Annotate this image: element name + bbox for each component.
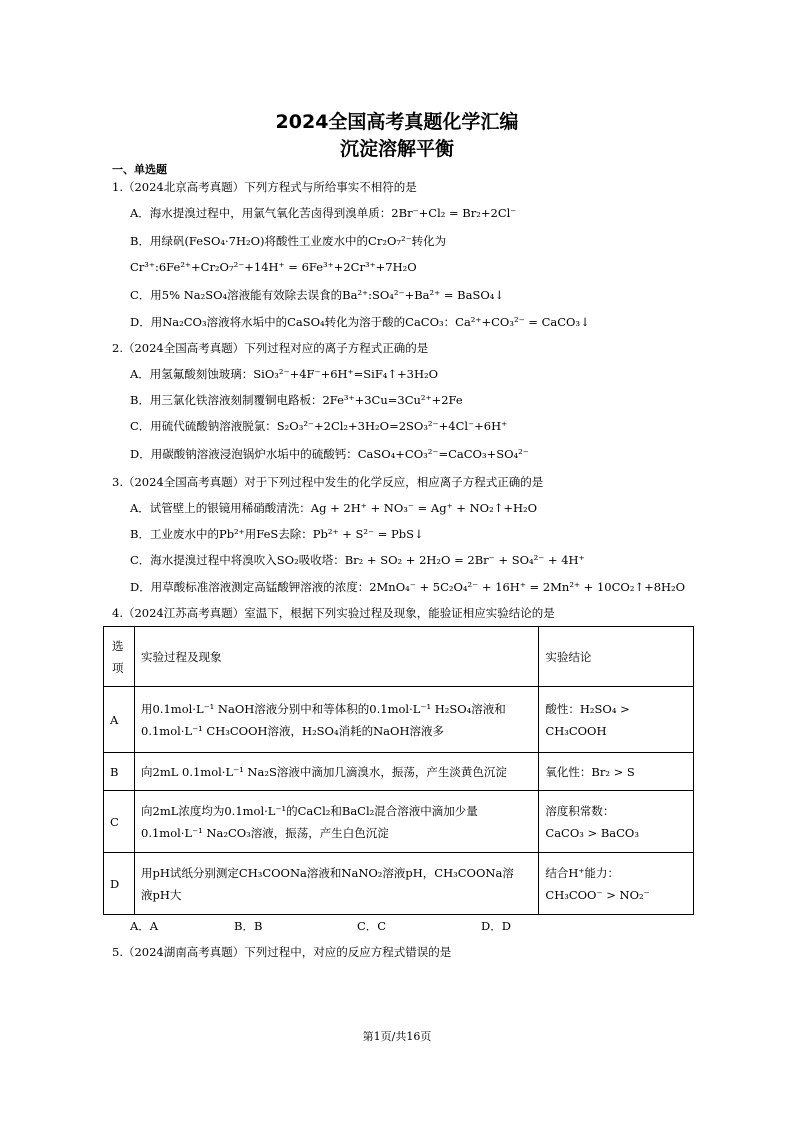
experiment-table bbox=[103, 626, 694, 915]
q4-stem: 4.（2024江苏高考真题）室温下，根据下列实验过程及现象，能验证相应实验结论的是 bbox=[112, 606, 555, 620]
section-heading: 一、单选题 bbox=[112, 163, 167, 176]
q3-option-d: D．用草酸标准溶液测定高锰酸钾溶液的浓度：2MnO₄⁻ + 5C₂O₄²⁻ + 16H⁺ = 2Mn²⁺ + 10CO₂↑+8H₂O bbox=[130, 580, 686, 594]
process-line: 向2mL 0.1mol·L⁻¹ Na₂S溶液中滴加几滴溴水，振荡，产生淡黄色沉淀 bbox=[141, 764, 507, 779]
q1-stem: 1.（2024北京高考真题）下列方程式与所给事实不相符的是 bbox=[112, 180, 417, 194]
q3-option-b: B．工业废水中的Pb²⁺用FeS去除：Pb²⁺ + S²⁻ = PbS↓ bbox=[130, 527, 424, 541]
q3-option-a: A．试管壁上的银镜用稀硝酸清洗：Ag + 2H⁺ + NO₃⁻ = Ag⁺ + NO₂↑+H₂O bbox=[130, 501, 538, 515]
q3-option-c: C．海水提溴过程中将溴吹入SO₂吸收塔：Br₂ + SO₂ + 2H₂O = 2Br⁻ + SO₄²⁻ + 4H⁺ bbox=[130, 553, 585, 567]
q2-option-a: A．用氢氟酸刻蚀玻璃：SiO₃²⁻+4F⁻+6H⁺=SiF₄↑+3H₂O bbox=[130, 367, 439, 381]
q3-stem: 3.（2024全国高考真题）对于下列过程中发生的化学反应，相应离子方程式正确的是 bbox=[112, 475, 544, 489]
table-header-option bbox=[104, 627, 135, 687]
row-conclusion bbox=[539, 853, 694, 915]
row-process bbox=[135, 753, 539, 791]
q4-answer-b: B．B bbox=[234, 919, 263, 933]
process-line: 0.1mol·L⁻¹ Na₂CO₃溶液，振荡，产生白色沉淀 bbox=[141, 825, 389, 840]
row-option: C bbox=[104, 791, 135, 853]
q2-option-d: D．用碳酸钠溶液浸泡锅炉水垢中的硫酸钙：CaSO₄+CO₃²⁻=CaCO₃+SO₄²⁻ bbox=[130, 447, 529, 461]
q1-option-c: C．用5% Na₂SO₄溶液能有效除去误食的Ba²⁺:SO₄²⁻+Ba²⁺ = BaSO₄↓ bbox=[130, 288, 505, 302]
process-line: 用pH试纸分别测定CH₃COONa溶液和NaNO₂溶液pH，CH₃COONa溶 bbox=[141, 865, 514, 880]
table-row bbox=[104, 853, 694, 915]
q2-stem: 2.（2024全国高考真题）下列过程对应的离子方程式正确的是 bbox=[112, 341, 429, 355]
q1-option-b-line1: B．用绿矾(FeSO₄·7H₂O)将酸性工业废水中的Cr₂O₇²⁻转化为 bbox=[130, 234, 447, 248]
row-option: A bbox=[104, 687, 135, 753]
table-row bbox=[104, 753, 694, 791]
row-option: B bbox=[104, 753, 135, 791]
row-process bbox=[135, 791, 539, 853]
row-conclusion bbox=[539, 687, 694, 753]
header-option-text: 选项 bbox=[112, 638, 124, 675]
document-subtitle: 沉淀溶解平衡 bbox=[339, 138, 454, 160]
conclusion-line: 溶度积常数： bbox=[545, 803, 615, 818]
table-header-process: 实验过程及现象 bbox=[135, 627, 539, 687]
conclusion-line: 酸性：H₂SO₄ > CH₃COOH bbox=[545, 701, 630, 738]
row-process bbox=[135, 687, 539, 753]
row-conclusion bbox=[539, 791, 694, 853]
process-line: 用0.1mol·L⁻¹ NaOH溶液分别中和等体积的0.1mol·L⁻¹ H₂SO₄溶液和 bbox=[141, 701, 506, 716]
q4-answer-a: A．A bbox=[130, 919, 159, 933]
row-conclusion bbox=[539, 753, 694, 791]
q5-stem: 5.（2024湖南高考真题）下列过程中，对应的反应方程式错误的是 bbox=[112, 945, 452, 959]
conclusion-line: 氧化性：Br₂ > S bbox=[545, 764, 635, 779]
conclusion-line: CaCO₃ > BaCO₃ bbox=[545, 825, 639, 840]
table-header-row bbox=[104, 627, 694, 687]
q4-answer-c: C．C bbox=[357, 919, 387, 933]
q1-option-a: A．海水提溴过程中，用氯气氧化苦卤得到溴单质：2Br⁻+Cl₂ = Br₂+2Cl⁻ bbox=[130, 206, 517, 220]
q4-answer-d: D．D bbox=[481, 919, 511, 933]
q1-option-d: D．用Na₂CO₃溶液将水垢中的CaSO₄转化为溶于酸的CaCO₃：Ca²⁺+CO₃²⁻ = CaCO₃↓ bbox=[130, 315, 590, 329]
q2-option-b: B．用三氯化铁溶液刻制覆铜电路板：2Fe³⁺+3Cu=3Cu²⁺+2Fe bbox=[130, 393, 463, 407]
process-line: 向2mL浓度均为0.1mol·L⁻¹的CaCl₂和BaCl₂混合溶液中滴加少量 bbox=[141, 803, 478, 818]
table-row bbox=[104, 791, 694, 853]
page-footer: 第1页/共16页 bbox=[362, 1030, 432, 1043]
document-title: 2024全国高考真题化学汇编 bbox=[275, 111, 519, 133]
q1-option-b-line2: Cr³⁺:6Fe²⁺+Cr₂O₇²⁻+14H⁺ = 6Fe³⁺+2Cr³⁺+7H₂O bbox=[130, 260, 417, 274]
row-process bbox=[135, 853, 539, 915]
table-header-conclusion: 实验结论 bbox=[539, 627, 694, 687]
process-line: 0.1mol·L⁻¹ CH₃COOH溶液，H₂SO₄消耗的NaOH溶液多 bbox=[141, 723, 444, 738]
table-row bbox=[104, 687, 694, 753]
conclusion-line: CH₃COO⁻ > NO₂⁻ bbox=[545, 887, 650, 902]
row-option: D bbox=[104, 853, 135, 915]
process-line: 液pH大 bbox=[141, 887, 182, 902]
conclusion-line: 结合H⁺能力： bbox=[545, 865, 619, 880]
q2-option-c: C．用硫代硫酸钠溶液脱氯：S₂O₃²⁻+2Cl₂+3H₂O=2SO₃²⁻+4Cl⁻+6H⁺ bbox=[130, 419, 508, 433]
